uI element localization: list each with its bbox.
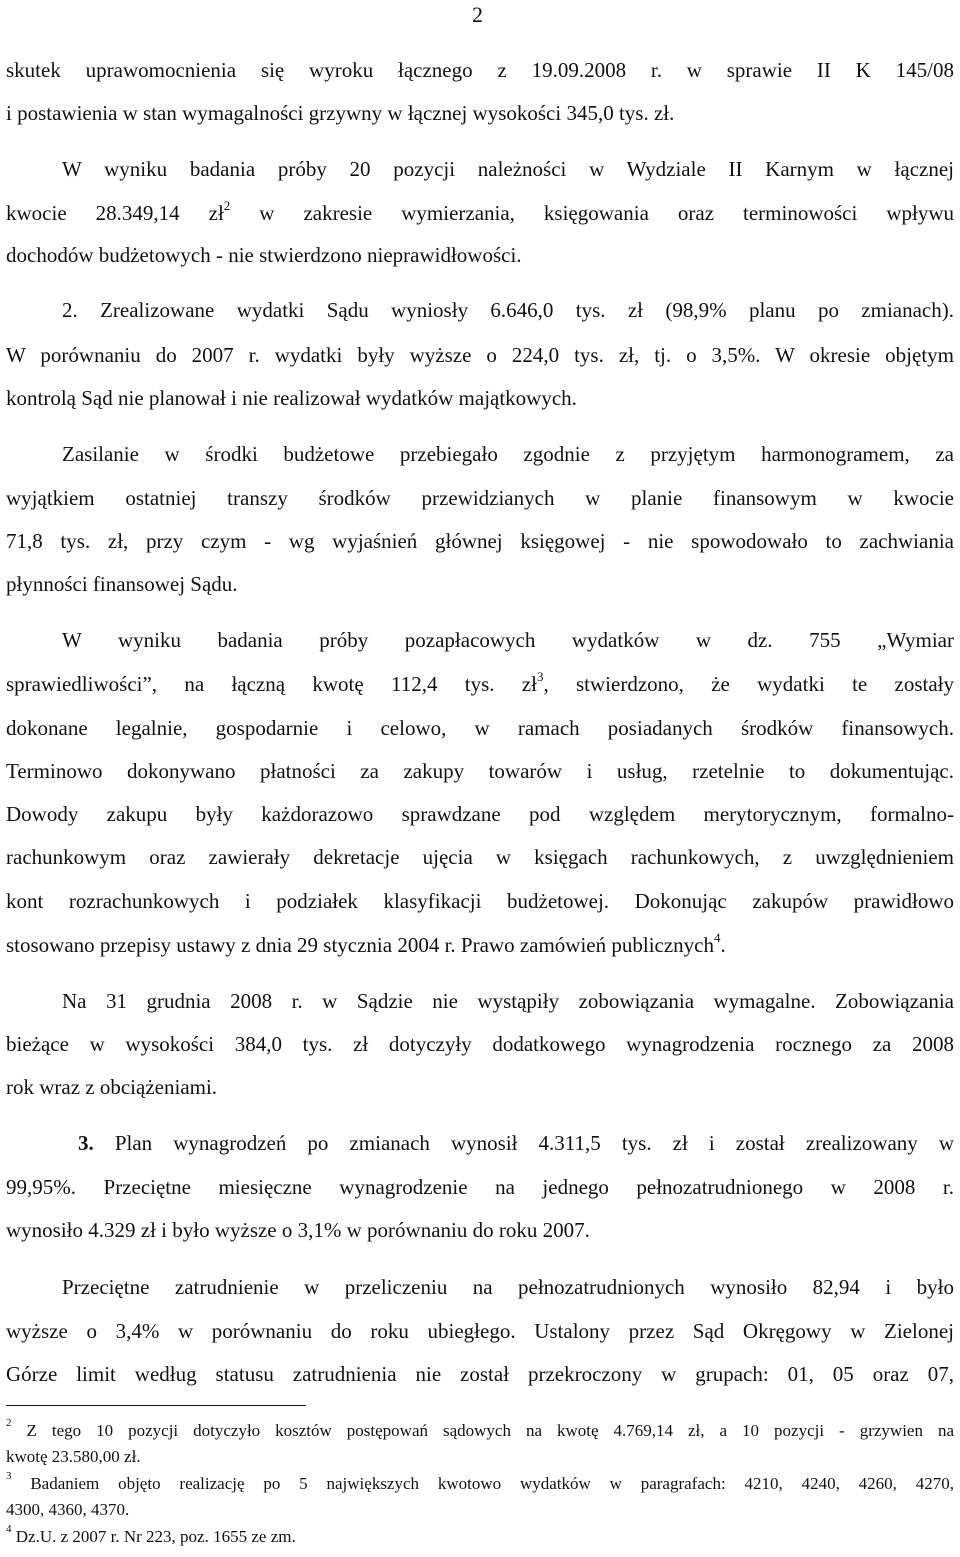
text-line: wyższe o 3,4% w porównaniu do roku ubiegłego. Ustalony przez Sąd Okręgowy w Zielonej: [6, 1319, 954, 1343]
text-span: Badaniem objęto realizację po 5 największych kwotowo wydatków w paragrafach: 4210, 4240, 4260, 4270,: [11, 1474, 954, 1493]
text-line: rachunkowym oraz zawierały dekretacje ujęcia w księgach rachunkowych, z uwzględnieniem: [6, 845, 954, 869]
footnote-line: 4300, 4360, 4370.: [6, 1500, 130, 1519]
text-line: 99,95%. Przeciętne miesięczne wynagrodzenie na jednego pełnozatrudnionego w 2008 r.: [6, 1175, 954, 1199]
text-line: kont rozrachunkowych i podziałek klasyfikacji budżetowej. Dokonując zakupów prawidłowo: [6, 889, 954, 913]
text-span: kwocie 28.349,14 zł: [6, 201, 224, 225]
text-span: Plan wynagrodzeń po zmianach wynosił 4.311,5 tys. zł i został zrealizowany w: [93, 1131, 954, 1155]
text-line: Przeciętne zatrudnienie w przeliczeniu na pełnozatrudnionych wynosiło 82,94 i było: [62, 1275, 954, 1299]
footnote-line: [6, 1417, 954, 1442]
footnote-mark: 3: [6, 1470, 12, 1483]
footnote-line: [6, 1470, 954, 1495]
text-span: sprawiedliwości”, na łączną kwotę 112,4 tys. zł: [6, 672, 537, 696]
text-line: dokonane legalnie, gospodarnie i celowo, w ramach posiadanych środków finansowych.: [6, 716, 954, 740]
text-span: Z tego 10 pozycji dotyczyło kosztów postępowań sądowych na kwotę 4.769,14 zł, a 10 pozycji - grzywien na: [11, 1421, 954, 1440]
text-span: Dz.U. z 2007 r. Nr 223, poz. 1655 ze zm.: [11, 1527, 296, 1546]
footnote-separator: [6, 1405, 306, 1406]
text-line: Terminowo dokonywano płatności za zakupy towarów i usług, rzetelnie to dokumentując.: [6, 759, 954, 783]
text-line: [6, 198, 954, 228]
text-line: Górze limit według statusu zatrudnienia nie został przekroczony w grupach: 01, 05 oraz 07,: [6, 1362, 954, 1386]
text-line: rok wraz z obciążeniami.: [6, 1075, 218, 1099]
text-span: w zakresie wymierzania, księgowania oraz terminowości wpływu: [230, 201, 954, 225]
text-line: kontrolą Sąd nie planował i nie realizował wydatków majątkowych.: [6, 386, 577, 410]
footnote-ref: 3: [536, 669, 544, 684]
text-line: Zasilanie w środki budżetowe przebiegało zgodnie z przyjętym harmonogramem, za: [62, 442, 954, 466]
text-line: płynności finansowej Sądu.: [6, 572, 238, 596]
footnote-line: [6, 1523, 954, 1548]
text-line: dochodów budżetowych - nie stwierdzono nieprawidłowości.: [6, 243, 522, 267]
page-number: 2: [472, 2, 483, 27]
text-line: i postawienia w stan wymagalności grzywny w łącznej wysokości 345,0 tys. zł.: [6, 101, 675, 125]
text-line: bieżące w wysokości 384,0 tys. zł dotyczyły dodatkowego wynagrodzenia rocznego za 2008: [6, 1032, 954, 1056]
text-line: Na 31 grudnia 2008 r. w Sądzie nie wystąpiły zobowiązania wymagalne. Zobowiązania: [62, 989, 954, 1013]
text-line: [6, 669, 954, 699]
text-line: 71,8 tys. zł, przy czym - wg wyjaśnień głównej księgowej - nie spowodowało to zachwiania: [6, 529, 954, 553]
text-line: W wyniku badania próby 20 pozycji należności w Wydziale II Karnym w łącznej: [62, 157, 954, 181]
section-number: 3.: [78, 1131, 94, 1155]
text-line: wynosiło 4.329 zł i było wyższe o 3,1% w porównaniu do roku 2007.: [6, 1218, 590, 1242]
text-line: wyjątkiem ostatniej transzy środków przewidzianych w planie finansowym w kwocie: [6, 486, 954, 510]
text-span: .: [720, 933, 726, 957]
text-line: [78, 1128, 954, 1158]
footnote-line: kwotę 23.580,00 zł.: [6, 1447, 141, 1466]
text-line: [6, 930, 954, 960]
footnote-ref: 2: [223, 198, 231, 213]
footnote-ref: 4: [714, 930, 721, 945]
footnote-mark: 2: [6, 1417, 12, 1430]
text-span: stosowano przepisy ustawy z dnia 29 stycznia 2004 r. Prawo zamówień publicznych: [6, 933, 715, 957]
text-line: W wyniku badania próby pozapłacowych wydatków w dz. 755 „Wymiar: [62, 628, 954, 652]
text-line: skutek uprawomocnienia się wyroku łącznego z 19.09.2008 r. w sprawie II K 145/08: [6, 58, 954, 82]
text-span: , stwierdzono, że wydatki te zostały: [543, 672, 955, 696]
text-line: W porównaniu do 2007 r. wydatki były wyższe o 224,0 tys. zł, tj. o 3,5%. W okresie objętym: [6, 343, 954, 367]
text-line: 2. Zrealizowane wydatki Sądu wyniosły 6.646,0 tys. zł (98,9% planu po zmianach).: [62, 298, 954, 322]
text-line: Dowody zakupu były każdorazowo sprawdzane pod względem merytorycznym, formalno-: [6, 802, 954, 826]
footnote-mark: 4: [6, 1523, 12, 1536]
